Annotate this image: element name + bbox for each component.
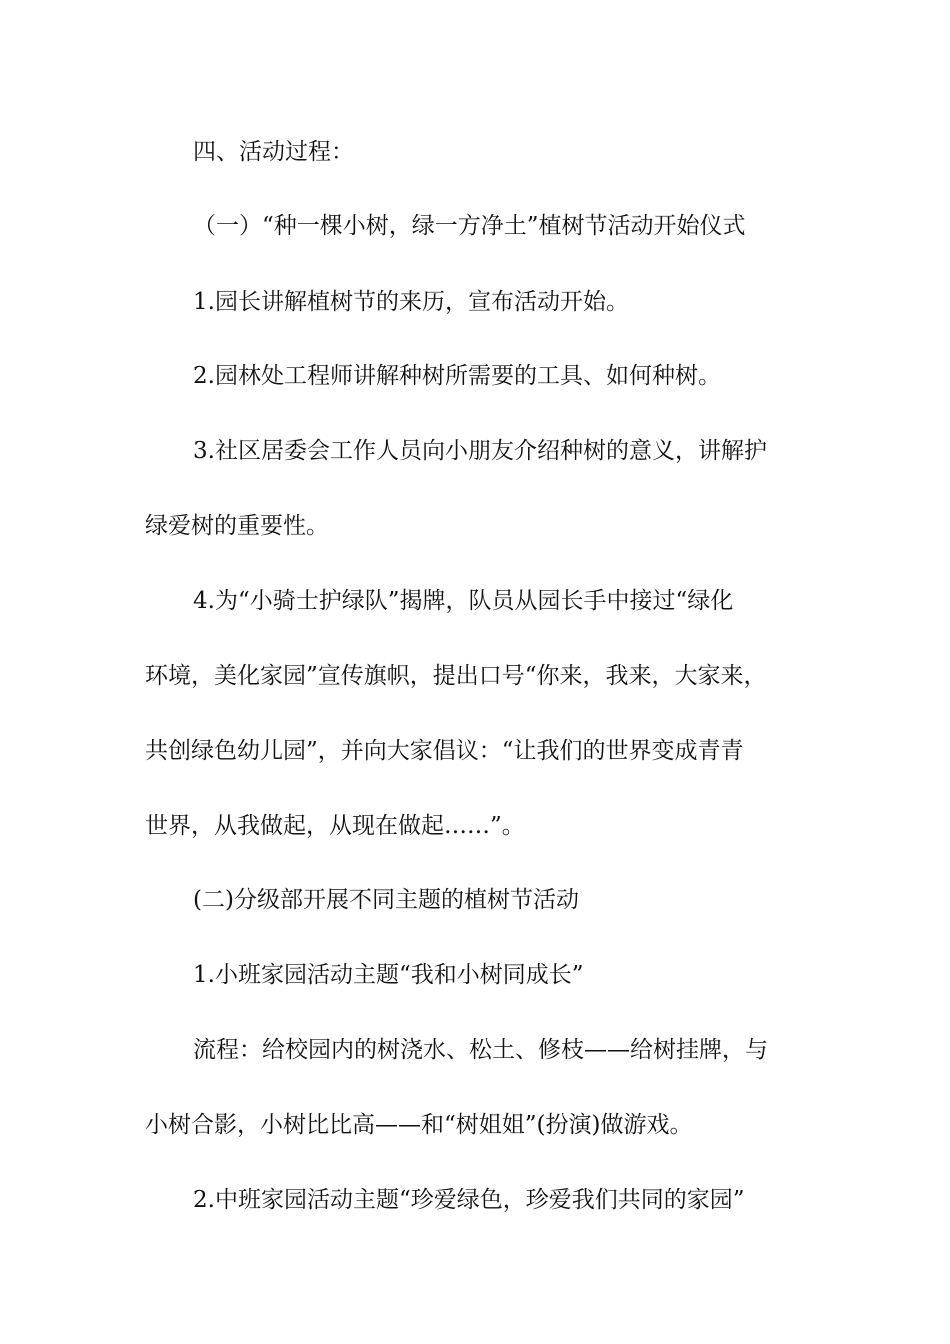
paragraph-item-1: 1.园长讲解植树节的来历，宣布活动开始。 — [193, 289, 629, 315]
paragraph-item-4: 4.为“小骑士护绿队”揭牌，队员从园长手中接过“绿化 — [193, 588, 734, 614]
paragraph-small-class-theme: 1.小班家园活动主题“我和小树同成长” — [193, 962, 584, 988]
paragraph-item-3-cont: 绿爱树的重要性。 — [145, 513, 329, 539]
paragraph-item-4-cont-1: 环境，美化家园”宣传旗帜，提出口号“你来，我来，大家来， — [145, 663, 767, 689]
paragraph-item-2: 2.园林处工程师讲解种树所需要的工具、如何种树。 — [193, 363, 721, 389]
subheading-grade-activities: (二)分级部开展不同主题的植树节活动 — [193, 887, 579, 913]
paragraph-item-4-cont-2: 共创绿色幼儿园”，并向大家倡议：“让我们的世界变成青青 — [145, 738, 744, 764]
paragraph-small-class-process-cont: 小树合影，小树比比高——和“树姐姐”(扮演)做游戏。 — [145, 1112, 693, 1138]
paragraph-item-3: 3.社区居委会工作人员向小朋友介绍种树的意义，讲解护 — [193, 438, 767, 464]
paragraph-small-class-process: 流程：给校园内的树浇水、松土、修枝——给树挂牌，与 — [193, 1037, 768, 1063]
section-heading-activity-process: 四、活动过程： — [193, 139, 354, 165]
subheading-opening-ceremony: （一）“种一棵小树，绿一方净土”植树节活动开始仪式 — [193, 213, 746, 239]
paragraph-item-4-cont-3: 世界，从我做起，从现在做起……”。 — [145, 813, 525, 839]
paragraph-middle-class-theme: 2.中班家园活动主题“珍爱绿色，珍爱我们共同的家园” — [193, 1187, 745, 1213]
